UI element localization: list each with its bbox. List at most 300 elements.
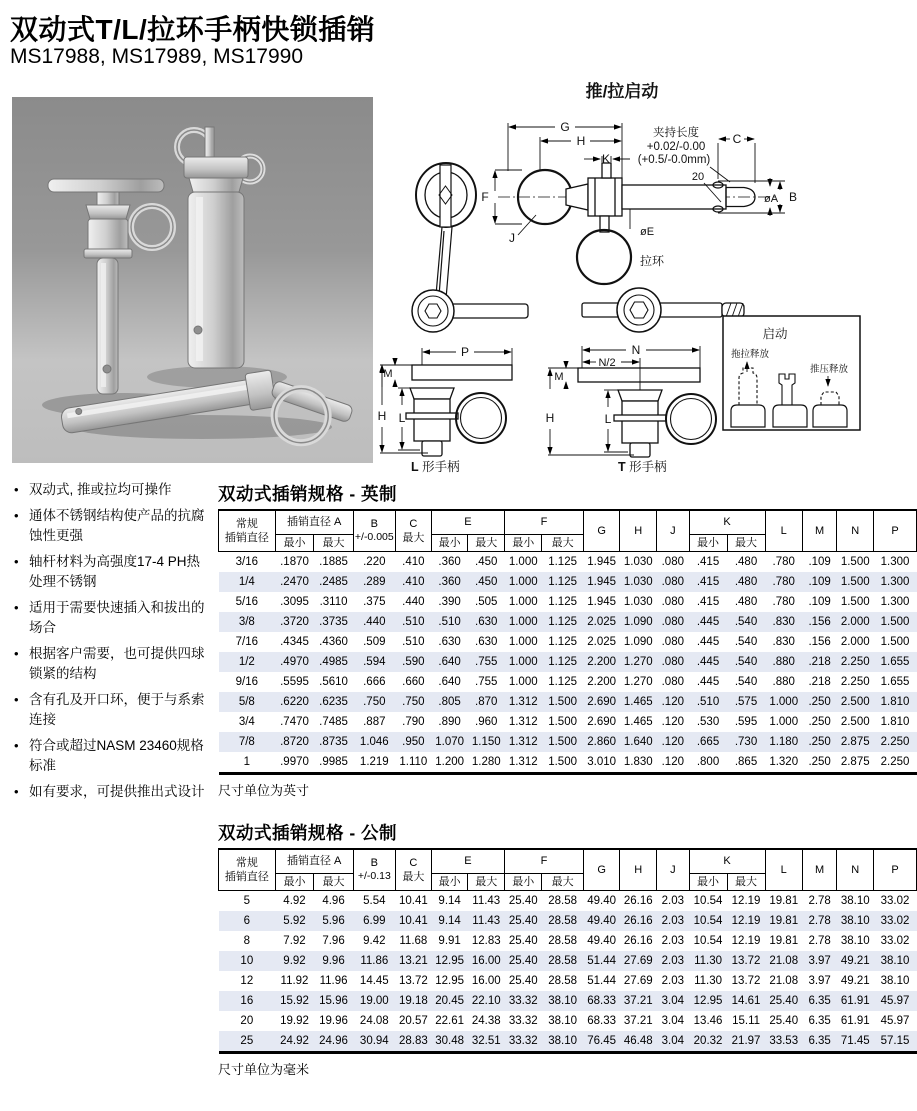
main-view-dimensions: [495, 123, 785, 235]
spec-cell: 61.91: [840, 1015, 870, 1028]
spec-cell: 11.96: [319, 975, 348, 988]
spec-cell: 19.00: [359, 995, 389, 1008]
spec-cell: .755: [475, 656, 498, 669]
spec-cell: 28.58: [548, 915, 577, 928]
dim-label-k: K: [601, 152, 611, 166]
t-handle-dimension-view: [578, 368, 716, 457]
spec-cell: 30.48: [435, 1035, 465, 1048]
spec-cell: 10.54: [693, 935, 723, 948]
spec-cell: 9.92: [283, 955, 306, 968]
spec-cell: 5.96: [322, 915, 345, 928]
feature-item: • 含有孔及开口环，便于与系索连接: [8, 690, 212, 730]
spec-cell: 28.58: [548, 935, 577, 948]
spec-cell: .666: [363, 676, 386, 689]
dim-label-dia-a: øA: [764, 193, 779, 205]
activation-inset: [723, 316, 860, 430]
spec-cell: 9.96: [322, 955, 345, 968]
spec-cell: .080: [661, 596, 684, 609]
l-handle-caption: L 形手柄: [411, 460, 460, 474]
spec-cell: 2.250: [880, 736, 910, 749]
page-title: 双动式T/L/拉环手柄快锁插销: [10, 14, 376, 45]
imperial-units-note: 尺寸单位为英寸: [218, 783, 310, 799]
feature-item: • 符合或超过NASM 23460规格标准: [8, 736, 212, 776]
spec-cell: 49.21: [840, 975, 870, 988]
spec-cell: 68.33: [587, 1015, 617, 1028]
spec-cell: 9.42: [363, 935, 386, 948]
spec-cell: .750: [402, 696, 425, 709]
dim-label-j: J: [509, 231, 515, 245]
spec-cell: 45.97: [880, 1015, 910, 1028]
spec-cell: 3.04: [661, 1015, 684, 1028]
spec-cell: 11.43: [472, 915, 501, 928]
subcol-min: 最小: [275, 874, 314, 891]
spec-cell: .410: [402, 576, 425, 589]
spec-cell: 11.68: [399, 935, 428, 948]
spec-cell: .509: [363, 636, 386, 649]
spec-cell: .790: [402, 716, 425, 729]
spec-cell: 28.58: [548, 975, 577, 988]
spec-cell: .540: [734, 676, 758, 689]
spec-cell: 3.04: [661, 995, 684, 1008]
spec-cell: .640: [438, 676, 461, 689]
dim-label-p: P: [460, 345, 470, 359]
spec-cell: 13.72: [731, 955, 761, 968]
spec-cell: 1.000: [508, 636, 538, 649]
spec-cell: 1.300: [880, 576, 910, 589]
spec-cell: 1.030: [623, 556, 653, 569]
spec-cell: 38.10: [880, 975, 910, 988]
spec-cell: .5610: [319, 676, 348, 689]
spec-cell: 3.04: [661, 1035, 684, 1048]
spec-cell: 1.000: [508, 576, 538, 589]
table-row: [219, 971, 917, 991]
dim-label-h: H: [545, 411, 555, 425]
spec-cell: .3110: [319, 596, 348, 609]
feature-item: • 通体不锈钢结构使产品的抗腐蚀性更强: [8, 506, 212, 546]
subcol-max: 最大: [542, 874, 583, 891]
spec-cell: .445: [696, 676, 720, 689]
spec-cell: 21.97: [731, 1035, 761, 1048]
spec-cell: .440: [363, 616, 386, 629]
spec-cell: .3095: [280, 596, 309, 609]
spec-cell: 2.78: [808, 935, 831, 948]
spec-cell: 10.54: [693, 915, 723, 928]
spec-cell: 7.96: [322, 935, 345, 948]
spec-cell: 14.45: [359, 975, 389, 988]
spec-cell: 1.500: [548, 716, 577, 729]
spec-cell: 51.44: [587, 975, 617, 988]
spec-cell: .410: [402, 556, 425, 569]
col-f: F: [505, 849, 584, 874]
spec-cell: 1.945: [587, 576, 617, 589]
spec-cell: 1.810: [880, 716, 910, 729]
spec-cell: .440: [402, 596, 425, 609]
col-j: J: [657, 510, 689, 552]
spec-cell: 3.97: [808, 955, 831, 968]
spec-cell: .156: [808, 636, 831, 649]
spec-cell: .156: [808, 616, 831, 629]
spec-cell: .218: [808, 676, 831, 689]
spec-cell: .595: [734, 716, 758, 729]
t-handle-caption: T 形手柄: [618, 460, 667, 474]
table-row: [219, 1031, 917, 1053]
spec-cell: .530: [696, 716, 720, 729]
spec-cell: 1.125: [548, 576, 577, 589]
spec-cell: 1.125: [548, 556, 577, 569]
subcol-min: 最小: [431, 874, 468, 891]
spec-cell: 6.35: [808, 1015, 831, 1028]
spec-cell: 12.95: [435, 955, 465, 968]
spec-cell: .4345: [280, 636, 309, 649]
spec-cell: 2.78: [808, 895, 831, 908]
dim-label-n-half: N/2: [598, 357, 616, 369]
spec-cell: 20.57: [398, 1015, 428, 1028]
table-header: [219, 849, 917, 891]
spec-cell: 33.32: [508, 995, 538, 1008]
table-row: [219, 572, 917, 592]
spec-cell: 4.92: [283, 895, 306, 908]
col-p: P: [874, 849, 917, 891]
col-h: H: [620, 510, 657, 552]
spec-cell: 9.91: [438, 935, 461, 948]
table-row: [219, 931, 917, 951]
spec-cell: 46.48: [623, 1035, 653, 1048]
spec-cell: .780: [772, 596, 795, 609]
dim-label-l: L: [398, 411, 406, 425]
spec-cell: 1.070: [435, 736, 465, 749]
spec-cell: .3720: [280, 616, 309, 629]
spec-cell: .250: [808, 736, 831, 749]
table-row: [219, 752, 917, 774]
spec-cell: .445: [696, 616, 720, 629]
subcol-min: 最小: [689, 874, 727, 891]
dim-label-h: H: [378, 409, 387, 423]
spec-cell: 3/16: [235, 556, 259, 569]
clamp-tolerance-mm: (+0.5/-0.0mm): [637, 154, 711, 166]
spec-cell: 30.94: [359, 1035, 389, 1048]
spec-cell: .640: [438, 656, 461, 669]
spec-cell: 6.35: [808, 995, 831, 1008]
spec-cell: 1.125: [548, 596, 577, 609]
subcol-max: 最大: [727, 535, 765, 552]
spec-cell: 9/16: [235, 676, 259, 689]
spec-cell: 1.312: [508, 756, 538, 769]
spec-cell: 2.690: [587, 696, 617, 709]
spec-cell: 19.81: [769, 935, 799, 948]
spec-cell: .109: [808, 556, 831, 569]
spec-cell: 24.92: [280, 1035, 309, 1048]
spec-cell: .080: [661, 676, 684, 689]
spec-cell: 19.81: [769, 895, 799, 908]
spec-cell: .109: [808, 596, 831, 609]
dim-label-m: M: [554, 371, 564, 383]
spec-cell: 1.030: [623, 596, 653, 609]
spec-cell: 1.810: [880, 696, 910, 709]
spec-cell: .4360: [319, 636, 348, 649]
spec-cell: 15.11: [732, 1015, 761, 1028]
spec-cell: .120: [661, 736, 684, 749]
spec-cell: .594: [363, 656, 386, 669]
subcol-max: 最大: [542, 535, 583, 552]
spec-cell: .445: [696, 636, 720, 649]
spec-cell: .080: [661, 656, 684, 669]
spec-cell: 25.40: [508, 975, 538, 988]
spec-cell: 3/4: [238, 716, 255, 729]
spec-cell: .4970: [280, 656, 309, 669]
spec-cell: 2.250: [840, 676, 870, 689]
push-release-label: 推压释放: [809, 364, 849, 375]
spec-cell: 1.125: [548, 616, 577, 629]
l-handle-top-view: [412, 290, 528, 332]
col-l: L: [765, 510, 802, 552]
spec-cell: 1.465: [623, 716, 653, 729]
spec-cell: 12.95: [693, 995, 723, 1008]
spec-cell: 14.61: [731, 995, 761, 1008]
spec-cell: 51.44: [587, 955, 617, 968]
subcol-min: 最小: [505, 535, 542, 552]
inset-title: 启动: [762, 327, 788, 341]
spec-cell: 1.090: [623, 636, 653, 649]
spec-cell: 33.02: [880, 895, 910, 908]
clamp-tolerance-inch: +0.02/-0.00: [646, 141, 706, 153]
spec-cell: 38.10: [840, 895, 870, 908]
spec-cell: 1.500: [548, 736, 577, 749]
spec-cell: 1.500: [880, 616, 910, 629]
spec-cell: .887: [363, 716, 386, 729]
spec-cell: 2.250: [880, 756, 910, 769]
spec-cell: 27.69: [623, 975, 653, 988]
spec-cell: .630: [438, 636, 461, 649]
col-m: M: [802, 510, 837, 552]
table-row: [219, 692, 917, 712]
spec-cell: 11.30: [694, 975, 723, 988]
spec-cell: 26.16: [623, 915, 653, 928]
spec-cell: .415: [696, 556, 720, 569]
table-row: [219, 552, 917, 573]
spec-cell: 5/16: [235, 596, 259, 609]
table-row: [219, 652, 917, 672]
spec-cell: .540: [734, 656, 758, 669]
spec-cell: .865: [734, 756, 758, 769]
spec-cell: 2.000: [840, 616, 870, 629]
spec-cell: 5.54: [363, 895, 386, 908]
spec-cell: .7485: [319, 716, 348, 729]
spec-cell: 68.33: [587, 995, 617, 1008]
spec-cell: 38.10: [840, 915, 870, 928]
col-nominal-diameter: 常规 插销直径: [219, 510, 276, 552]
spec-cell: 15.96: [319, 995, 348, 1008]
subcol-min: 最小: [689, 535, 727, 552]
spec-cell: .660: [402, 676, 425, 689]
spec-cell: .780: [772, 576, 795, 589]
spec-cell: 19.81: [769, 915, 799, 928]
spec-cell: .6220: [280, 696, 309, 709]
spec-cell: .1885: [319, 556, 348, 569]
spec-cell: 22.61: [435, 1015, 465, 1028]
spec-cell: 1.046: [359, 736, 389, 749]
spec-cell: 1.000: [769, 696, 799, 709]
spec-cell: .250: [808, 716, 831, 729]
spec-cell: .510: [402, 616, 425, 629]
spec-cell: .590: [402, 656, 425, 669]
spec-cell: 1.000: [508, 616, 538, 629]
spec-cell: 6: [243, 915, 251, 928]
subcol-max: 最大: [314, 874, 353, 891]
spec-cell: 28.58: [548, 955, 577, 968]
spec-cell: 1.125: [548, 656, 577, 669]
spec-cell: 11.86: [360, 955, 389, 968]
imperial-spec-table: [218, 509, 917, 775]
table-row: [219, 951, 917, 971]
table-row: [219, 732, 917, 752]
spec-cell: 25.40: [508, 955, 538, 968]
col-n: N: [837, 510, 874, 552]
spec-cell: 2.000: [840, 636, 870, 649]
spec-cell: 1.945: [587, 556, 617, 569]
spec-cell: 10.41: [398, 895, 428, 908]
spec-cell: .450: [475, 556, 498, 569]
col-n: N: [837, 849, 874, 891]
spec-cell: 1.280: [471, 756, 501, 769]
cylindrical-pin-photo: [177, 127, 263, 368]
spec-cell: 1.312: [508, 696, 538, 709]
spec-cell: 21.08: [769, 955, 799, 968]
spec-cell: 19.96: [319, 1015, 348, 1028]
spec-cell: 16.00: [471, 975, 501, 988]
spec-cell: 25.40: [769, 1015, 799, 1028]
spec-cell: 2.03: [661, 895, 684, 908]
spec-cell: .415: [696, 596, 720, 609]
spec-cell: 12.19: [731, 935, 761, 948]
spec-cell: 10: [240, 955, 254, 968]
spec-cell: 24.96: [319, 1035, 348, 1048]
spec-cell: 2.500: [840, 716, 870, 729]
spec-cell: 33.32: [508, 1035, 538, 1048]
table-row: [219, 991, 917, 1011]
spec-cell: 22.10: [471, 995, 501, 1008]
imperial-spec-section: [218, 481, 917, 799]
subcol-max: 最大: [727, 874, 765, 891]
spec-cell: .109: [808, 576, 831, 589]
spec-cell: 1.500: [548, 696, 577, 709]
spec-cell: .890: [438, 716, 461, 729]
spec-cell: 3/8: [238, 616, 255, 629]
spec-cell: 1.830: [623, 756, 653, 769]
spec-cell: .750: [363, 696, 386, 709]
spec-cell: 33.32: [508, 1015, 538, 1028]
spec-cell: 1/2: [238, 656, 255, 669]
spec-cell: 38.10: [548, 995, 577, 1008]
spec-cell: 1.030: [623, 576, 653, 589]
spec-cell: 76.45: [587, 1035, 617, 1048]
spec-cell: 1.180: [769, 736, 799, 749]
feature-item: • 如有要求，可提供推出式设计: [8, 782, 212, 802]
spec-cell: 5/8: [238, 696, 255, 709]
technical-drawing: [378, 75, 917, 475]
col-h: H: [620, 849, 657, 891]
spec-cell: .1870: [280, 556, 309, 569]
spec-cell: .2485: [319, 576, 348, 589]
spec-cell: .730: [734, 736, 758, 749]
spec-cell: .630: [475, 616, 498, 629]
spec-cell: .6235: [319, 696, 348, 709]
spec-cell: .390: [438, 596, 461, 609]
col-f: F: [505, 510, 584, 535]
feature-item: • 轴杆材料为高强度17-4 PH热处理不锈钢: [8, 552, 212, 592]
metric-units-note: 尺寸单位为毫米: [218, 1062, 310, 1078]
spec-cell: .780: [772, 556, 795, 569]
spec-cell: .080: [661, 556, 684, 569]
page-subtitle: MS17988, MS17989, MS17990: [10, 45, 304, 68]
product-photo: [12, 97, 373, 463]
spec-cell: 21.08: [769, 975, 799, 988]
spec-cell: 1.200: [435, 756, 465, 769]
col-e: E: [431, 849, 504, 874]
spec-cell: 2.500: [840, 696, 870, 709]
spec-cell: .415: [696, 576, 720, 589]
col-nominal-diameter: 常规 插销直径: [219, 849, 276, 891]
col-c: C 最大: [395, 510, 431, 552]
spec-cell: 12.95: [435, 975, 465, 988]
dim-label-f: F: [481, 190, 489, 204]
spec-cell: 32.51: [471, 1035, 501, 1048]
spec-cell: 1.000: [769, 716, 799, 729]
spec-cell: .510: [402, 636, 425, 649]
spec-cell: .445: [696, 656, 720, 669]
col-pin-diameter-a: 插销直径 A: [275, 849, 353, 874]
spec-cell: 1.300: [880, 596, 910, 609]
spec-cell: 12: [240, 975, 254, 988]
spec-cell: 1: [243, 756, 251, 769]
spec-cell: .4985: [319, 656, 348, 669]
spec-cell: .830: [772, 616, 795, 629]
spec-cell: 4.96: [322, 895, 345, 908]
spec-cell: .375: [363, 596, 386, 609]
dim-label-n: N: [631, 343, 641, 357]
spec-cell: 1.312: [508, 736, 538, 749]
spec-cell: .120: [661, 696, 684, 709]
metric-spec-table: [218, 848, 917, 1054]
spec-cell: .480: [734, 596, 758, 609]
spec-cell: .880: [772, 656, 795, 669]
table-row: [219, 612, 917, 632]
spec-cell: 13.72: [731, 975, 761, 988]
col-k: K: [689, 510, 765, 535]
t-handle-top-view: [582, 288, 744, 332]
spec-cell: 2.03: [661, 955, 684, 968]
spec-cell: 2.690: [587, 716, 617, 729]
subcol-max: 最大: [468, 535, 505, 552]
spec-cell: 57.15: [880, 1035, 910, 1048]
spec-cell: 2.03: [661, 935, 684, 948]
spec-cell: .950: [402, 736, 425, 749]
pull-release-label: 拖拉释放: [730, 349, 770, 360]
spec-cell: 25.40: [508, 915, 538, 928]
spec-cell: 2.875: [840, 756, 870, 769]
spec-cell: .120: [661, 716, 684, 729]
spec-cell: 1.219: [359, 756, 389, 769]
spec-cell: 24.38: [471, 1015, 501, 1028]
spec-cell: 1.465: [623, 696, 653, 709]
diagram-heading: 推/拉启动: [585, 82, 659, 101]
col-pin-diameter-a: 插销直径 A: [275, 510, 353, 535]
spec-cell: 1.945: [587, 596, 617, 609]
spec-cell: 37.21: [623, 995, 653, 1008]
subcol-min: 最小: [505, 874, 542, 891]
spec-cell: 38.10: [840, 935, 870, 948]
spec-cell: 26.16: [623, 895, 653, 908]
spec-cell: 13.46: [693, 1015, 723, 1028]
